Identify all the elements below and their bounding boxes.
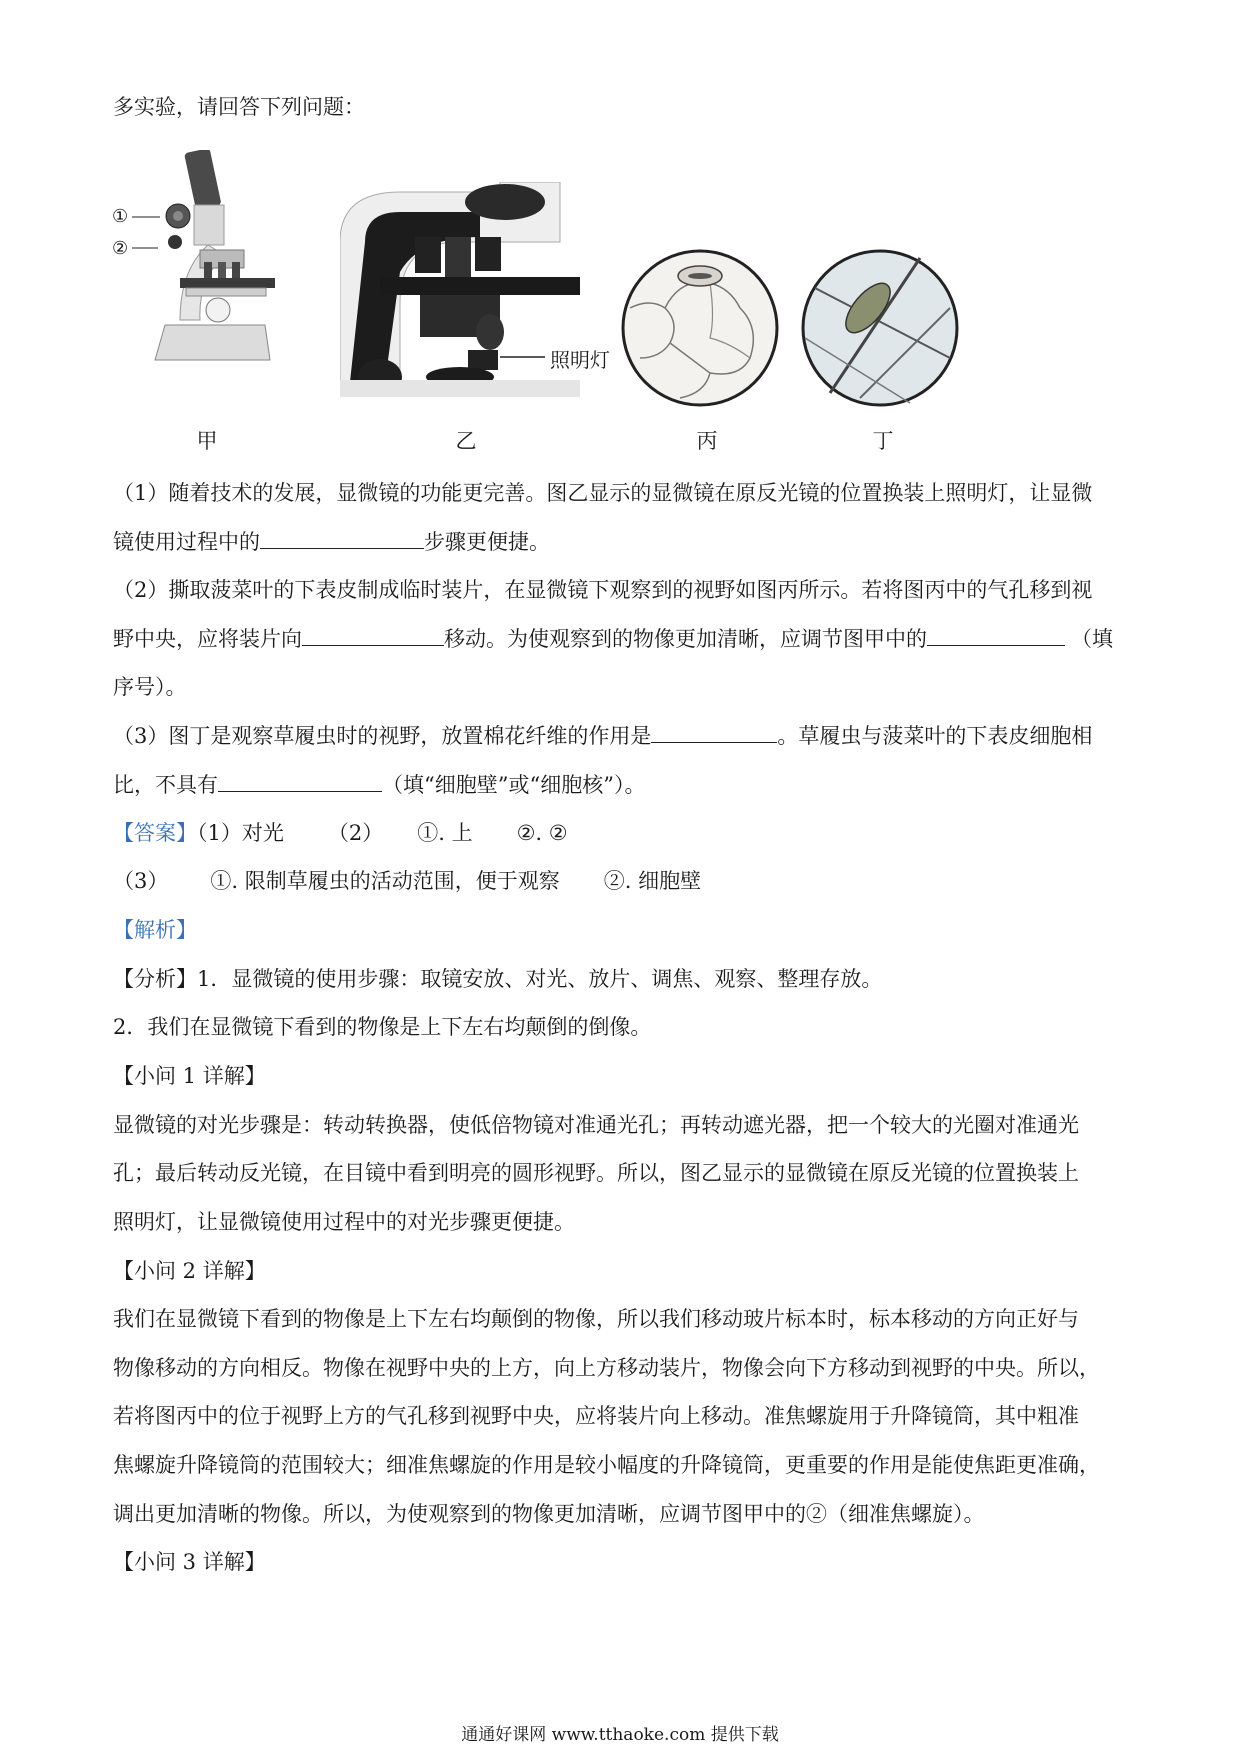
figure-yi bbox=[340, 182, 620, 397]
answer-2-label: （2） bbox=[327, 821, 384, 845]
q2-line2-text-b: 移动。为使观察到的物像更加清晰，应调节图甲中的 bbox=[444, 627, 927, 651]
intro-text: 多实验，请回答下列问题： bbox=[113, 95, 365, 119]
sub2-title: 【小问 2 详解】 bbox=[113, 1259, 266, 1283]
q1-answer-blank bbox=[260, 526, 424, 549]
microscope-yi-illustration bbox=[340, 182, 580, 397]
sub1-title: 【小问 1 详解】 bbox=[113, 1064, 266, 1088]
q3-line1-text-b: 。草履虫与菠菜叶的下表皮细胞相 bbox=[777, 724, 1093, 748]
fenxi-text-1: 1．显微镜的使用步骤：取镜安放、对光、放片、调焦、观察、整理存放。 bbox=[197, 967, 883, 991]
lamp-callout-label: 照明灯 bbox=[550, 348, 610, 372]
sub1-para-line3: 照明灯，让显微镜使用过程中的对光步骤更便捷。 bbox=[113, 1210, 575, 1234]
fenxi-line2: 2．我们在显微镜下看到的物像是上下左右均颠倒的倒像。 bbox=[113, 1015, 652, 1039]
answer-tag: 【答案】 bbox=[113, 821, 197, 845]
figure-ding bbox=[800, 248, 960, 408]
q3-line1 bbox=[113, 720, 1133, 751]
microscope-jia-illustration bbox=[120, 150, 300, 375]
q2-line2 bbox=[113, 623, 1133, 654]
q3-line2 bbox=[113, 769, 1133, 800]
figure-label-bing: 丙 bbox=[696, 429, 718, 453]
figure-label-ding: 丁 bbox=[872, 429, 894, 453]
figure-bing bbox=[620, 248, 780, 408]
q2-line1: （2）撕取菠菜叶的下表皮制成临时装片，在显微镜下观察到的视野如图丙所示。若将图丙中的气孔移到视 bbox=[113, 578, 1093, 602]
sub2-para-line1: 我们在显微镜下看到的物像是上下左右均颠倒的物像，所以我们移动玻片标本时，标本移动的方向正好与 bbox=[113, 1307, 1079, 1331]
marker-2: ② bbox=[112, 238, 129, 259]
answer-2-1: ①. 上 bbox=[417, 821, 473, 845]
analysis-tag: 【解析】 bbox=[113, 918, 197, 942]
q2-line2-text-a: 野中央，应将装片向 bbox=[113, 627, 302, 651]
figure-label-jia: 甲 bbox=[196, 429, 218, 453]
paramecium-field-illustration bbox=[800, 248, 960, 408]
figure-label-yi: 乙 bbox=[455, 429, 477, 453]
q2-line2-text-c: （填 bbox=[1071, 627, 1113, 651]
sub2-para-line4: 焦螺旋升降镜筒的范围较大；细准焦螺旋的作用是较小幅度的升降镜筒，更重要的作用是能使焦距更准确， bbox=[113, 1453, 1100, 1477]
q2-answer-blank-2 bbox=[927, 623, 1065, 646]
marker-1: ① bbox=[112, 206, 129, 227]
stoma-field-illustration bbox=[620, 248, 780, 408]
sub2-para-line5: 调出更加清晰的物像。所以，为使观察到的物像更加清晰，应调节图甲中的②（细准焦螺旋）。 bbox=[113, 1502, 985, 1526]
sub2-para-line3: 若将图丙中的位于视野上方的气孔移到视野中央，应将装片向上移动。准焦螺旋用于升降镜筒，其中粗准 bbox=[113, 1404, 1079, 1428]
q1-line2 bbox=[113, 526, 1133, 557]
q3-answer-blank-2 bbox=[218, 769, 382, 792]
fenxi-line1 bbox=[113, 964, 1133, 994]
sub3-title: 【小问 3 详解】 bbox=[113, 1550, 266, 1574]
answer-1: （1）对光 bbox=[197, 821, 284, 845]
q1-line2-text-b: 步骤更便捷。 bbox=[424, 530, 550, 554]
page-footer: 通通好课网 www.tthaoke.com 提供下载 bbox=[461, 1725, 779, 1745]
answer-3-1: ①. 限制草履虫的活动范围，便于观察 bbox=[210, 869, 560, 893]
q3-answer-blank-1 bbox=[651, 720, 777, 743]
answer-line1 bbox=[113, 818, 1133, 848]
sub1-para-line1: 显微镜的对光步骤是：转动转换器，使低倍物镜对准通光孔；再转动遮光器，把一个较大的光圈对准通光 bbox=[113, 1113, 1079, 1137]
answer-3-label: （3） bbox=[113, 869, 169, 893]
sub2-para-line2: 物像移动的方向相反。物像在视野中央的上方，向上方移动装片，物像会向下方移动到视野的中央。所以， bbox=[113, 1356, 1100, 1380]
fenxi-tag: 【分析】 bbox=[113, 967, 197, 991]
q3-line2-text-a: 比，不具有 bbox=[113, 773, 218, 797]
q1-line2-text-a: 镜使用过程中的 bbox=[113, 530, 260, 554]
q3-line1-text-a: （3）图丁是观察草履虫时的视野，放置棉花纤维的作用是 bbox=[113, 724, 652, 748]
figure-jia bbox=[112, 150, 300, 375]
answer-line2 bbox=[113, 866, 1133, 896]
answer-2-2: ②. ② bbox=[516, 821, 568, 845]
answer-3-2: ②. 细胞壁 bbox=[603, 869, 702, 893]
marker-leader-lines bbox=[132, 210, 172, 250]
q2-line3: 序号）。 bbox=[113, 675, 187, 699]
q1-line1: （1）随着技术的发展，显微镜的功能更完善。图乙显示的显微镜在原反光镜的位置换装上照明灯，让显微 bbox=[113, 481, 1093, 505]
q2-answer-blank-1 bbox=[302, 623, 444, 646]
sub1-para-line2: 孔；最后转动反光镜，在目镜中看到明亮的圆形视野。所以，图乙显示的显微镜在原反光镜的位置换装上 bbox=[113, 1161, 1079, 1185]
q3-line2-text-b: （填“细胞壁”或“细胞核”）。 bbox=[382, 773, 646, 797]
